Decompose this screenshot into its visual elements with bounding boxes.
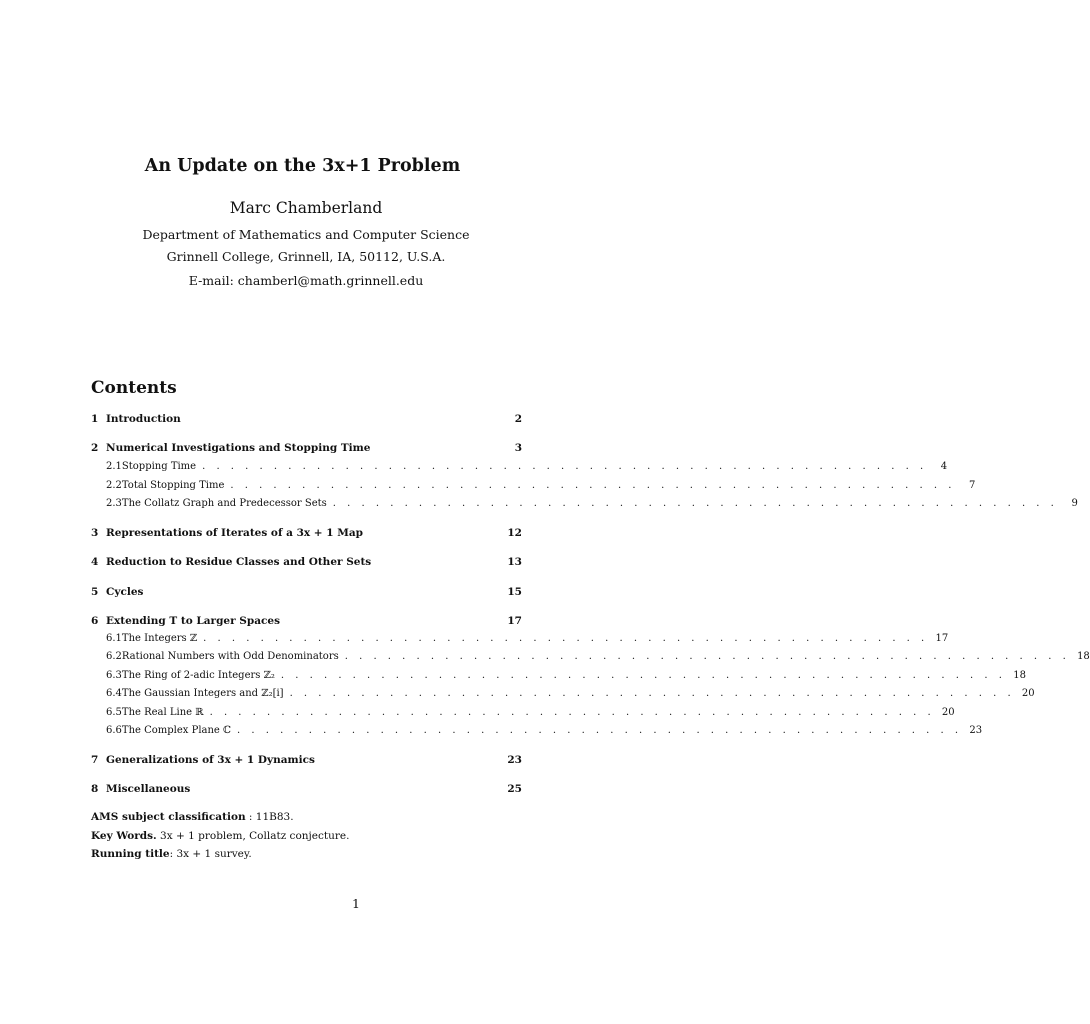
toc-entry-4[interactable]: [91, 556, 522, 568]
toc-leader-dots: . . . . . . . . . . . . . . . . . . . . . . . . . . . . . . . . . . . . . . . . . . . . . . . . . . .: [280, 670, 1006, 681]
toc-page: 25: [507, 783, 522, 795]
toc-title: Reduction to Residue Classes and Other Sets: [106, 556, 372, 568]
toc-page: 18: [1077, 651, 1090, 662]
toc-title: The Gaussian Integers and ℤ₂[i]: [121, 688, 284, 699]
toc-number: 2.3: [106, 498, 122, 509]
toc-title: The Ring of 2-adic Integers ℤ₂: [121, 670, 275, 681]
key-words: [91, 830, 349, 842]
toc-leader-dots: . . . . . . . . . . . . . . . . . . . . . . . . . . . . . . . . . . . . . . . . . . . . . . . . . . .: [202, 461, 928, 472]
author-name: Marc Chamberland: [229, 199, 383, 217]
toc-page: 3: [514, 442, 522, 454]
affiliation-address: Grinnell College, Grinnell, IA, 50112, U.S.A.: [166, 249, 446, 264]
toc-page: 18: [1013, 670, 1026, 681]
toc-number: 6.6: [106, 725, 122, 736]
toc-leader-dots: . . . . . . . . . . . . . . . . . . . . . . . . . . . . . . . . . . . . . . . . . . . . . . . . . . .: [237, 725, 963, 736]
toc-page: 9: [1071, 498, 1078, 509]
toc-title: Cycles: [106, 586, 144, 598]
toc-entry-2-3[interactable]: [91, 498, 1078, 509]
affiliation-email: E-mail: chamberl@math.grinnell.edu: [188, 273, 424, 288]
toc-page: 23: [969, 725, 983, 736]
toc-number: 6.3: [106, 670, 122, 681]
toc-page: 4: [940, 461, 948, 472]
toc-page: 2: [514, 413, 522, 425]
toc-title: The Real Line ℝ: [121, 707, 204, 718]
toc-entry-7[interactable]: [91, 754, 522, 766]
toc-entry-3[interactable]: [91, 527, 522, 539]
toc-number: 6: [91, 615, 99, 627]
toc-number: 6.4: [106, 688, 122, 699]
toc-entry-5[interactable]: [91, 586, 522, 598]
toc-entry-1[interactable]: [91, 413, 522, 425]
running-title-value: : 3x + 1 survey.: [169, 848, 252, 860]
toc-leader-dots: . . . . . . . . . . . . . . . . . . . . . . . . . . . . . . . . . . . . . . . . . . . . . . . . . . .: [209, 707, 935, 718]
toc-entry-6-1[interactable]: [91, 633, 949, 644]
toc-title: Numerical Investigations and Stopping Time: [106, 442, 371, 454]
toc-page: 20: [1021, 688, 1035, 699]
toc-number: 8: [91, 783, 99, 795]
contents-heading: Contents: [91, 378, 177, 398]
toc-page: 17: [935, 633, 949, 644]
toc-title: The Collatz Graph and Predecessor Sets: [121, 498, 327, 509]
toc-title: Miscellaneous: [106, 783, 191, 795]
toc-number: 6.2: [106, 651, 122, 662]
toc-number: 6.1: [106, 633, 122, 644]
toc-entry-6[interactable]: [91, 615, 522, 627]
toc-entry-6-4[interactable]: [91, 688, 1035, 699]
ams-value: : 11B83.: [245, 811, 294, 823]
toc-leader-dots: . . . . . . . . . . . . . . . . . . . . . . . . . . . . . . . . . . . . . . . . . . . . . . . . . . .: [203, 633, 929, 644]
toc-entry-2-2[interactable]: [91, 480, 976, 491]
toc-entry-6-3[interactable]: [91, 670, 1026, 681]
toc-number: 4: [91, 556, 99, 568]
toc-title: Extending T to Larger Spaces: [106, 615, 281, 627]
toc-number: 7: [91, 754, 99, 766]
paper-title: An Update on the 3x+1 Problem: [144, 156, 461, 176]
toc-number: 2: [91, 442, 99, 454]
toc-number: 2.1: [106, 461, 122, 472]
toc-leader-dots: . . . . . . . . . . . . . . . . . . . . . . . . . . . . . . . . . . . . . . . . . . . . . . . . . . .: [332, 498, 1058, 509]
toc-page: 12: [507, 527, 522, 539]
toc-page: 15: [507, 586, 522, 598]
toc-leader-dots: . . . . . . . . . . . . . . . . . . . . . . . . . . . . . . . . . . . . . . . . . . . . . . . . . . .: [344, 651, 1070, 662]
toc-page: 23: [507, 754, 522, 766]
toc-title: Stopping Time: [121, 461, 197, 472]
toc-entry-6-2[interactable]: [91, 651, 1090, 662]
toc-title: The Complex Plane ℂ: [121, 725, 231, 736]
toc-page: 17: [507, 615, 522, 627]
toc-page: 20: [941, 707, 955, 718]
toc-leader-dots: . . . . . . . . . . . . . . . . . . . . . . . . . . . . . . . . . . . . . . . . . . . . . . . . . . .: [230, 480, 956, 491]
toc-entry-8[interactable]: [91, 783, 522, 795]
toc-title: The Integers ℤ: [121, 633, 198, 644]
toc-number: 6.5: [106, 707, 122, 718]
toc-title: Generalizations of 3x + 1 Dynamics: [106, 754, 315, 766]
toc-number: 2.2: [106, 480, 122, 491]
toc-title: Representations of Iterates of a 3x + 1 Map: [106, 527, 363, 539]
toc-entry-2-1[interactable]: [91, 461, 948, 472]
toc-leader-dots: . . . . . . . . . . . . . . . . . . . . . . . . . . . . . . . . . . . . . . . . . . . . . . . . . . .: [289, 688, 1015, 699]
key-words-label: Key Words.: [91, 830, 157, 842]
running-title-label: Running title: [91, 848, 170, 860]
toc-page: 7: [969, 480, 976, 491]
toc-entry-6-5[interactable]: [91, 707, 955, 718]
toc-entry-6-6[interactable]: [91, 725, 983, 736]
toc-title: Introduction: [106, 413, 181, 425]
toc-entry-2[interactable]: [91, 442, 522, 454]
running-title: [91, 848, 252, 860]
ams-classification: [91, 811, 294, 823]
affiliation-department: Department of Mathematics and Computer Science: [142, 227, 470, 242]
page-number: 1: [352, 896, 360, 911]
toc-title: Total Stopping Time: [121, 480, 225, 491]
key-words-value: 3x + 1 problem, Collatz conjecture.: [156, 830, 350, 842]
toc-number: 1: [91, 413, 99, 425]
ams-label: AMS subject classification: [91, 811, 246, 823]
toc-number: 3: [91, 527, 99, 539]
toc-number: 5: [91, 586, 99, 598]
toc-page: 13: [507, 556, 522, 568]
toc-title: Rational Numbers with Odd Denominators: [121, 651, 339, 662]
